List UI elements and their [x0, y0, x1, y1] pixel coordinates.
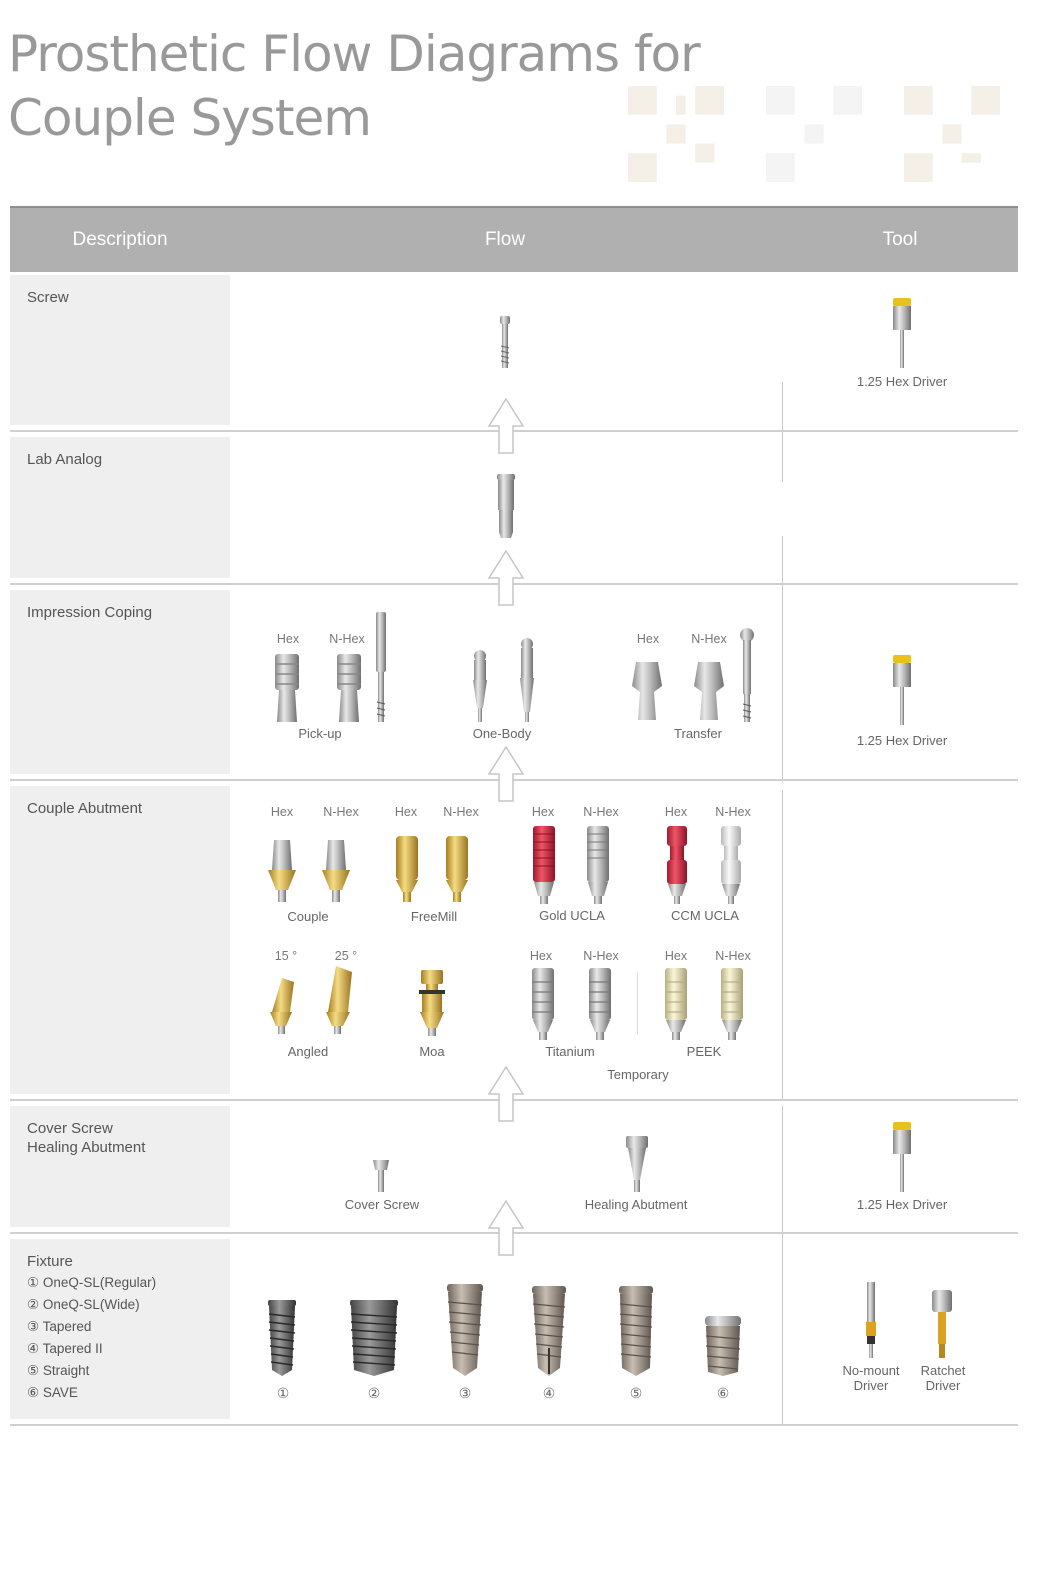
row-impression-description: Impression Coping: [10, 590, 230, 774]
gold-ucla-nhex-image: [586, 826, 610, 904]
healing-abutment-image: [625, 1136, 649, 1192]
fixture-list-item: ⑥ SAVE: [27, 1385, 78, 1400]
fixture-number: ④: [542, 1385, 556, 1401]
titanium-hex-label: Hex: [529, 949, 553, 963]
moa-label: Moa: [419, 1044, 445, 1059]
titanium-hex-image: [530, 968, 556, 1040]
ccm-ucla-hex-label: Hex: [664, 805, 688, 819]
transfer-nhex-image: [694, 662, 724, 720]
onebody-label: One-Body: [472, 726, 532, 741]
tool-divider: [782, 1106, 783, 1426]
fixture-number: ②: [367, 1385, 381, 1401]
couple-nhex-image: [322, 840, 350, 902]
angled-15-image: [268, 978, 296, 1034]
screw-image: [498, 316, 512, 368]
page-title: Prosthetic Flow Diagrams for Couple System: [8, 25, 700, 147]
fixture-5-image: [618, 1286, 654, 1376]
flow-arrow-up-icon: [488, 746, 524, 802]
fixture-number: ⑥: [716, 1385, 730, 1401]
tool-divider: [782, 790, 783, 1100]
row-fixture-description: Fixture ① OneQ-SL(Regular) ② OneQ-SL(Wide) ③ Tapered ④ Tapered II ⑤ Straight ⑥ SAVE: [10, 1239, 230, 1419]
pickup-nhex-image: [335, 654, 363, 722]
couple-label: Couple: [287, 909, 329, 924]
flow-arrow-up-icon: [488, 398, 524, 454]
fixture-list: [27, 1272, 156, 1404]
couple-hex-label: Hex: [270, 805, 294, 819]
transfer-hex-image: [632, 662, 662, 720]
onebody-image-2: [517, 638, 537, 722]
couple-nhex-label: N-Hex: [323, 805, 359, 819]
tool-divider: [782, 536, 783, 782]
row-abutment-description: Couple Abutment: [10, 786, 230, 1094]
freemill-hex-image: [394, 836, 420, 902]
temporary-label: Temporary: [607, 1067, 669, 1082]
lab-analog-image: [495, 474, 517, 538]
fixture-number: ③: [458, 1385, 472, 1401]
no-mount-driver-label: No-mount Driver: [842, 1363, 900, 1393]
header-flow: Flow: [484, 229, 526, 250]
pickup-hex-label: Hex: [276, 632, 300, 646]
ratchet-driver-image: [930, 1290, 954, 1358]
angled-25-image: [324, 966, 352, 1034]
impression-tool-label: 1.25 Hex Driver: [856, 733, 948, 748]
pickup-label: Pick-up: [298, 726, 342, 741]
fixture-list-item: ① OneQ-SL(Regular): [27, 1275, 157, 1290]
hex-driver-image: [890, 298, 914, 370]
titanium-label: Titanium: [545, 1044, 595, 1059]
qr-code-icon: [766, 86, 862, 182]
cover-tool-label: 1.25 Hex Driver: [856, 1197, 948, 1212]
gold-ucla-nhex-label: N-Hex: [583, 805, 619, 819]
row-lab-analog-description: Lab Analog: [10, 437, 230, 578]
fixture-list-item: ② OneQ-SL(Wide): [27, 1297, 140, 1312]
transfer-hex-label: Hex: [636, 632, 660, 646]
peek-label: PEEK: [686, 1044, 722, 1059]
fixture-number: ①: [276, 1385, 290, 1401]
cover-screw-image: [373, 1160, 389, 1192]
fixture-number: ⑤: [629, 1385, 643, 1401]
tool-divider: [782, 382, 783, 482]
couple-hex-image: [268, 840, 296, 902]
fixture-3-image: [446, 1284, 484, 1376]
qr-code-icon: [904, 86, 1000, 182]
row-cover-description: Cover Screw Healing Abutment: [10, 1106, 230, 1227]
freemill-nhex-label: N-Hex: [443, 805, 479, 819]
fixture-4-image: [531, 1286, 567, 1376]
peek-nhex-label: N-Hex: [715, 949, 751, 963]
transfer-nhex-label: N-Hex: [691, 632, 727, 646]
header-tool: Tool: [882, 229, 918, 250]
fixture-2-image: [348, 1300, 400, 1376]
pickup-nhex-label: N-Hex: [329, 632, 365, 646]
peek-nhex-image: [719, 968, 745, 1040]
hex-driver-image: [890, 1122, 914, 1194]
angled-15-label: 15 °: [274, 949, 298, 963]
screw-tool-label: 1.25 Hex Driver: [856, 374, 948, 389]
peek-hex-label: Hex: [664, 949, 688, 963]
flow-arrow-up-icon: [488, 550, 524, 606]
fixture-6-image: [704, 1316, 742, 1376]
flow-arrow-up-icon: [488, 1200, 524, 1256]
titanium-nhex-image: [587, 968, 613, 1040]
row-screw-description: Screw: [10, 275, 230, 425]
freemill-nhex-image: [444, 836, 470, 902]
moa-image: [418, 970, 446, 1036]
fixture-list-item: ③ Tapered: [27, 1319, 92, 1334]
gold-ucla-hex-label: Hex: [531, 805, 555, 819]
ccm-ucla-label: CCM UCLA: [671, 908, 739, 923]
titanium-nhex-label: N-Hex: [583, 949, 619, 963]
table-header: [10, 206, 1018, 272]
ccm-ucla-nhex-image: [720, 826, 742, 904]
freemill-label: FreeMill: [410, 909, 458, 924]
gold-ucla-label: Gold UCLA: [539, 908, 605, 923]
ccm-ucla-hex-image: [666, 826, 688, 904]
angled-label: Angled: [287, 1044, 329, 1059]
transfer-label: Transfer: [674, 726, 722, 741]
onebody-image-1: [470, 650, 490, 722]
cover-screw-label: Cover Screw: [344, 1197, 420, 1212]
fixture-1-image: [266, 1300, 298, 1376]
pickup-screw-image: [375, 612, 387, 722]
fixture-list-item: ⑤ Straight: [27, 1363, 90, 1378]
angled-25-label: 25 °: [334, 949, 358, 963]
temporary-divider: [637, 972, 638, 1034]
ccm-ucla-nhex-label: N-Hex: [715, 805, 751, 819]
header-description: Description: [72, 229, 168, 250]
no-mount-driver-image: [864, 1282, 878, 1358]
peek-hex-image: [663, 968, 689, 1040]
hex-driver-image: [890, 655, 914, 727]
pickup-hex-image: [273, 654, 301, 722]
row-divider: [10, 1424, 1018, 1426]
healing-abutment-label: Healing Abutment: [584, 1197, 688, 1212]
fixture-list-item: ④ Tapered II: [27, 1341, 103, 1356]
transfer-screw-image: [737, 628, 757, 722]
ratchet-driver-label: Ratchet Driver: [920, 1363, 966, 1393]
gold-ucla-hex-image: [532, 826, 556, 904]
qr-code-icon: [628, 86, 724, 182]
flow-arrow-up-icon: [488, 1066, 524, 1122]
freemill-hex-label: Hex: [394, 805, 418, 819]
